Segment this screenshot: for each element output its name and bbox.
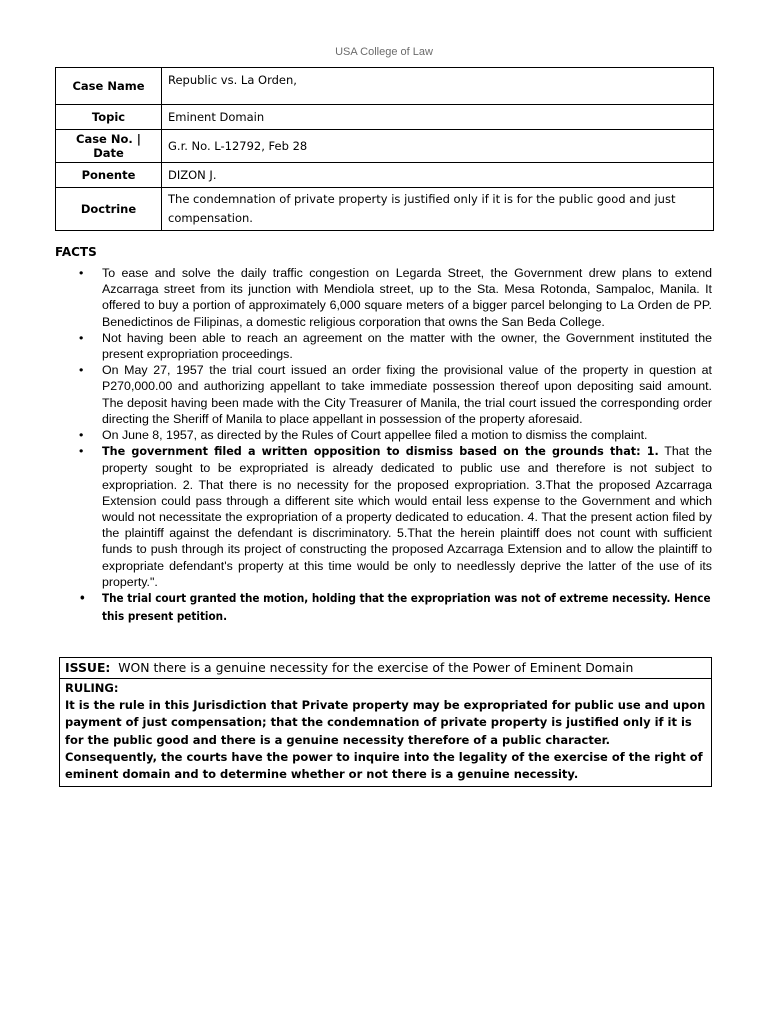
facts-list — [79, 265, 712, 625]
doctrine-value: The condemnation of private property is justified only if it is for the public good and just compensation. — [162, 188, 714, 231]
fact-text: Not having been able to reach an agreement on the matter with the owner, the Government instituted the present expropriation proceedings. — [102, 330, 712, 362]
ruling-row — [60, 679, 711, 786]
table-row — [56, 163, 714, 188]
table-row — [56, 68, 714, 105]
list-item — [79, 427, 712, 443]
bullet-icon: • — [79, 266, 84, 280]
fact-text: That the property sought to be expropriated is already dedicated to public use and therefore is not subject to expropriation. 2. That there is no necessity for the proposed expropriation. 3.That the proposed Azcarraga Extension could pass through a different site which would entail less expense to the Government and which would not necessitate the expropriation of a property dedicated to education. 4. That the present action filed by the plaintiff against the defendant is discriminatory. 5.That the herein plaintiff does not count with sufficient funds to push through its project of constructing the proposed Azcarraga Extension and to allow the plaintiff to expropriate defendant's property at this time would be only to needlessly deprive the latter of the use of its property.". — [102, 444, 712, 589]
case-name-value: Republic vs. La Orden, — [162, 68, 714, 105]
list-item — [79, 362, 712, 427]
case-name-label: Case Name — [56, 68, 162, 105]
fact-text: On June 8, 1957, as directed by the Rules of Court appellee filed a motion to dismiss the complaint. — [102, 428, 648, 443]
fact-text: On May 27, 1957 the trial court issued an order fixing the provisional value of the property in question at P270,000.00 and authorizing appellant to take immediate possession thereof upon depositing said amount. The deposit having been made with the City Treasurer of Manila, the trial court issued the corresponding order directing the Sheriff of Manila to place appellant in possession of the property aforesaid. — [102, 363, 712, 426]
ponente-value: DIZON J. — [162, 163, 714, 188]
fact-text: To ease and solve the daily traffic congestion on Legarda Street, the Government drew plans to extend Azcarraga street from its junction with Mendiola street, up to the Sta. Mesa Rotonda, Sampaloc, Manila. It offered to buy a portion of approximately 6,000 square meters of a bigger parcel belonging to La Orden de PP. Benedictinos de Filipinas, a domestic religious corporation that owns the San Beda College. — [102, 266, 712, 329]
case-no-date-value: G.r. No. L-12792, Feb 28 — [162, 130, 714, 163]
list-item — [79, 443, 712, 590]
issue-text: WON there is a genuine necessity for the exercise of the Power of Eminent Domain — [118, 660, 634, 675]
table-row — [56, 105, 714, 130]
bullet-icon: • — [79, 363, 84, 378]
case-info-table — [55, 67, 714, 231]
bullet-icon: • — [79, 444, 84, 459]
issue-ruling-box — [59, 657, 712, 787]
table-row — [56, 188, 714, 231]
fact-text: The trial court granted the motion, holding that the expropriation was not of extreme necessity. Hence this present petition. — [102, 591, 711, 623]
bullet-icon: • — [79, 591, 86, 606]
topic-value: Eminent Domain — [162, 105, 714, 130]
ponente-label: Ponente — [56, 163, 162, 188]
bullet-icon: • — [79, 330, 84, 345]
facts-heading: FACTS — [55, 245, 97, 259]
table-row — [56, 130, 714, 163]
list-item — [79, 590, 712, 625]
issue-label: ISSUE: — [65, 660, 111, 675]
list-item — [79, 330, 712, 362]
list-item — [79, 265, 712, 330]
bullet-icon: • — [79, 428, 84, 443]
page-header: USA College of Law — [335, 46, 433, 58]
ruling-text: It is the rule in this Jurisdiction that Private property may be expropriated for public use and upon payment of just compensation; that the condemnation of private property is justified only if it is for the public good and there is a genuine necessity therefore of a public character. Consequently, the courts have the power to inquire into the legality of the exercise of the right of eminent domain and to determine whether or not there is a genuine necessity. — [65, 698, 706, 782]
case-no-date-label: Case No. | Date — [56, 130, 162, 163]
topic-label: Topic — [56, 105, 162, 130]
fact-lead-text: The government filed a written opposition to dismiss based on the grounds that: 1. — [102, 445, 659, 459]
ruling-label: RULING: — [65, 681, 119, 695]
doctrine-label: Doctrine — [56, 188, 162, 231]
issue-row — [60, 658, 711, 679]
